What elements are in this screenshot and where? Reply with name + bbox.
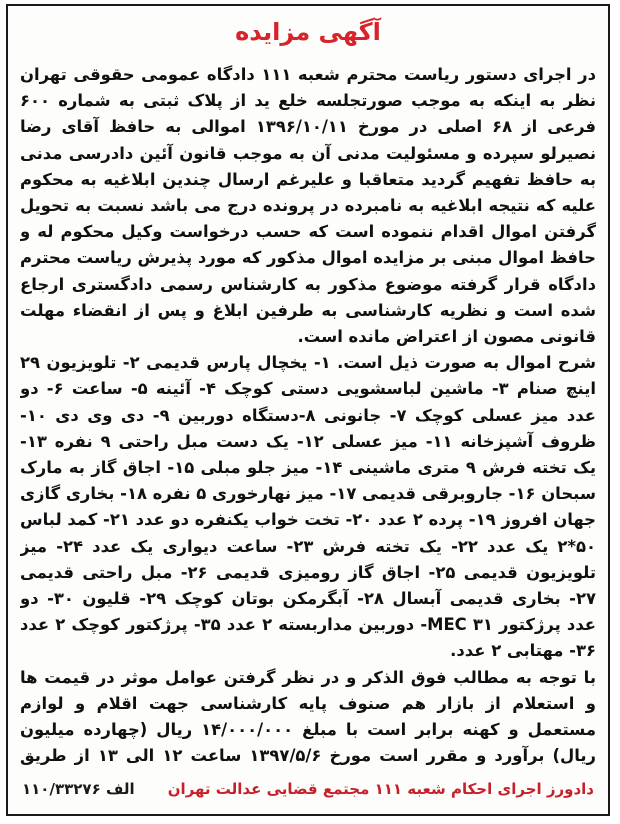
notice-title: آگهی مزایده	[235, 18, 381, 46]
auction-notice	[6, 4, 610, 816]
notice-paragraph-terms: با توجه به مطالب فوق الذکر و در نظر گرفتن عوامل موثر در قیمت ها و استعلام از بازار هم صنوف پایه کارشناسی جهت اقلام و لوازم مستعمل و کهنه برابر است با مبلغ ۱۴/۰۰۰/۰۰۰ ریال (چهارده میلیون ریال) برآورد و مقرر است مورخ ۱۳۹۷/۵/۶ ساعت ۱۲ الی ۱۳ از طریق	[20, 667, 596, 766]
signature: دادورز اجرای احکام شعبه ۱۱۱ مجتمع قضایی عدالت تهران	[167, 780, 594, 798]
reference-number: ۱۱۰/۳۳۲۷۶ الف	[22, 780, 135, 798]
notice-paragraph-intro: در اجرای دستور ریاست محترم شعبه ۱۱۱ دادگاه عمومی حقوقی تهران نظر به اینکه به موجب صورتجلسه خلع ید از پلاک ثبتی به شماره ۶۰۰ فرعی از ۶۸ اصلی در مورخ ۱۳۹۶/۱۰/۱۱ اموالی به حافظ آقای رضا نصیرلو سپرده و مسئولیت مدنی آن به موجب قانون آئین دادرسی مدنی به حافظ تفهیم گردید متعاقبا و علیرغم ارسال چندین ابلاغیه به محکوم علیه که نتیجه ابلاغیه به نامبرده در پرونده درج می باشد نسبت به تحویل گرفتن اموال اقدام ننموده است که حسب درخواست وکیل محکوم له و حافظ اموال مبنی بر مزایده اموال مذکور که مورد پذیرش ریاست محترم دادگاه قرار گرفته موضوع مذکور به کارشناس رسمی دادگستری ارجاع شده است و نظریه کارشناسی به طرفین ابلاغ و پس از انقضاء مهلت قانونی مصون از اعتراض مانده است.	[20, 65, 596, 347]
notice-paragraph-items: شرح اموال به صورت ذیل است. ۱- یخچال پارس قدیمی ۲- تلویزیون ۲۹ اینچ صنام ۳- ماشین لباسشویی دستی کوچک ۴- آئینه ۵- ساعت ۶- دو عدد میز عسلی کوچک ۷- جانونی ۸-دستگاه دوربین ۹- دی وی دی ۱۰- ظروف آشپزخانه ۱۱- میز عسلی ۱۲- یک دست مبل راحتی ۹ نفره ۱۳- یک تخته فرش ۹ متری ماشینی ۱۴- میز جلو مبلی ۱۵- اجاق گاز به مارک سبحان ۱۶- جاروبرقی قدیمی ۱۷- میز نهارخوری ۵ نفره ۱۸- بخاری گازی جهان افروز ۱۹- پرده ۲ عدد ۲۰- تخت خواب یکنفره دو عدد ۲۱- کمد لباس ۵۰*۲ یک عدد ۲۲- یک تخته فرش ۲۳- ساعت دیواری یک عدد ۲۴- میز تلویزیون قدیمی ۲۵- اجاق گاز رومیزی قدیمی ۲۶- مبل راحتی قدیمی ۲۷- بخاری قدیمی آبسال ۲۸- آبگرمکن بوتان کوچک ۲۹- قلیون ۳۰- دو عدد پرژکتور MEC ۳۱- دوربین مداربسته ۲ عدد ۳۵- پرژکتور کوچک ۲ عدد ۳۶- مهتابی ۲ عدد.	[20, 353, 596, 661]
notice-footer	[22, 778, 594, 800]
notice-body	[20, 62, 596, 770]
